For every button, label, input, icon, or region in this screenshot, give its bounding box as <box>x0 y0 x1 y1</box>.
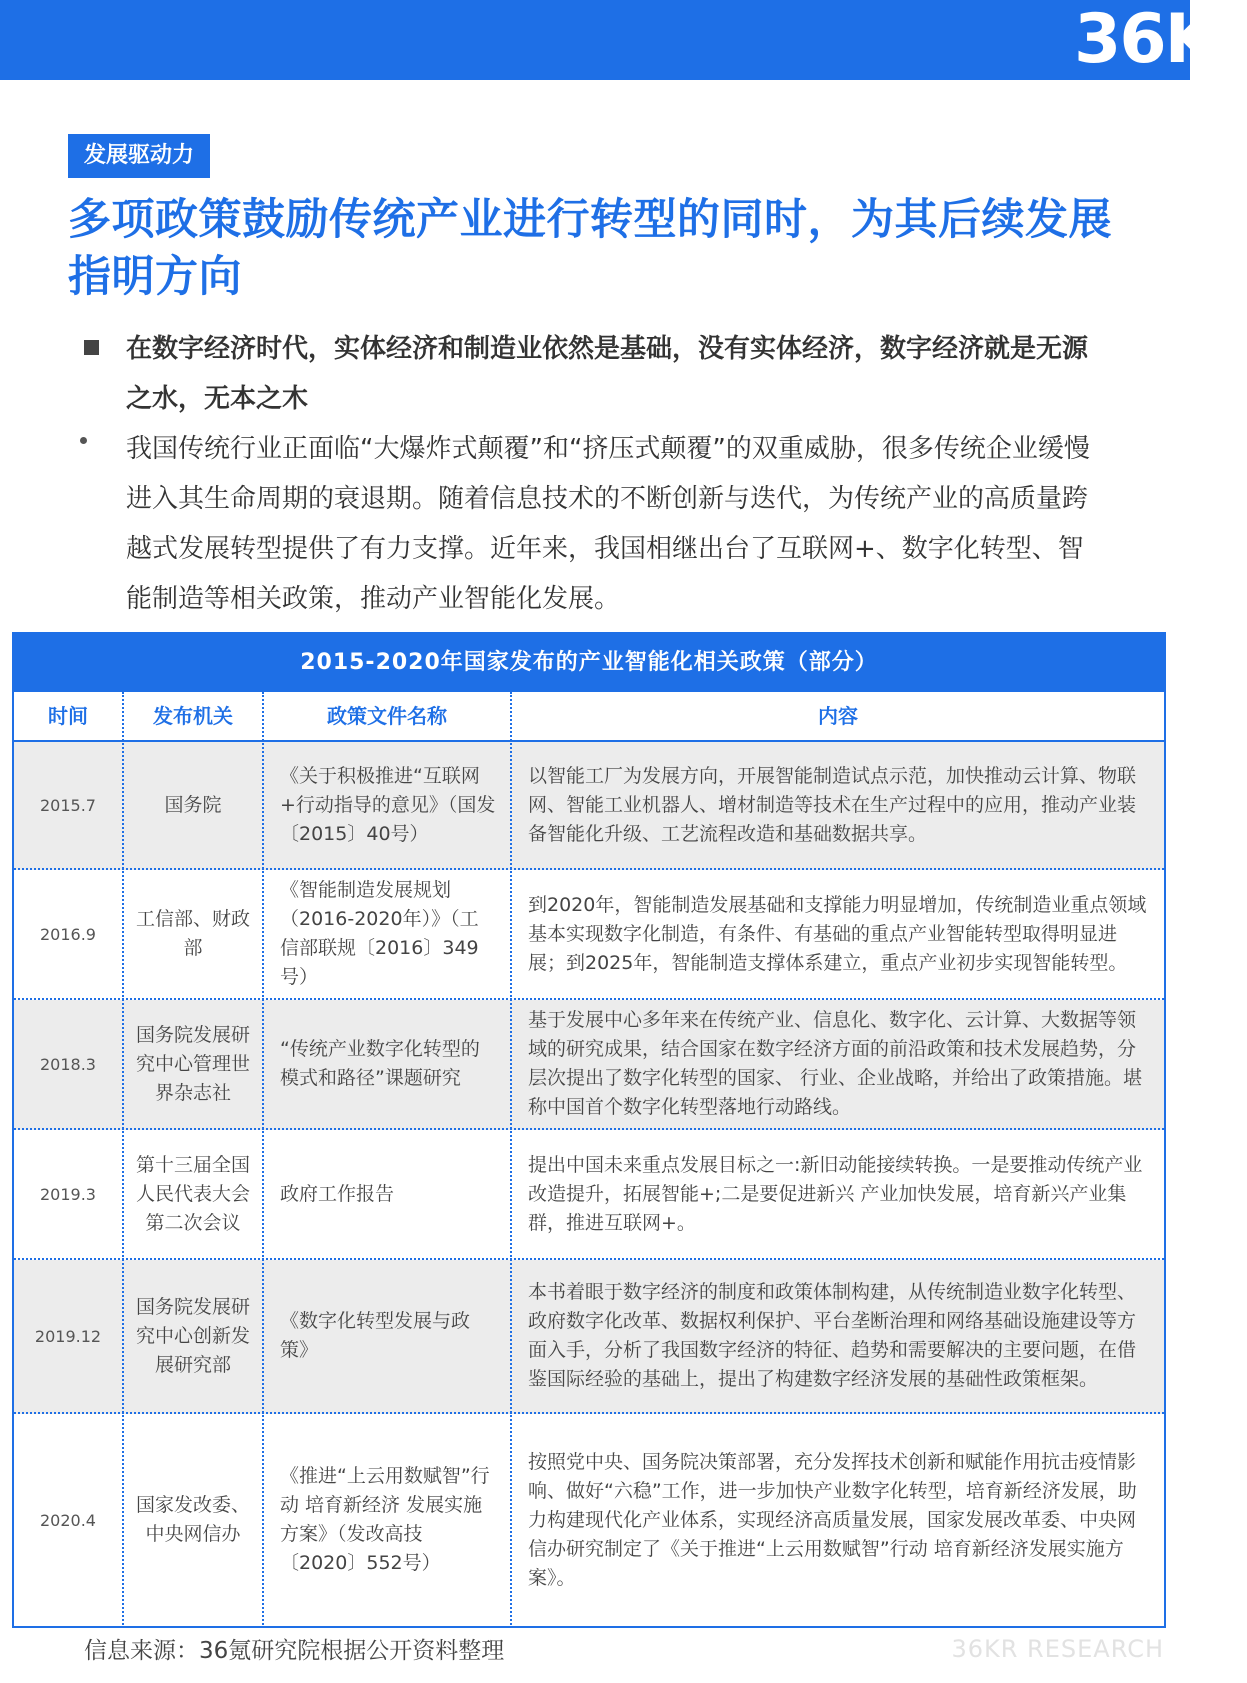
cell-doc: 政府工作报告 <box>280 1182 395 1205</box>
table-row <box>14 1260 1164 1414</box>
section-tag: 发展驱动力 <box>68 134 210 178</box>
table-title: 2015-2020年国家发布的产业智能化相关政策（部分） <box>14 634 1164 692</box>
cell-doc: 《数字化转型发展与政策》 <box>280 1310 471 1361</box>
column-divider <box>262 692 264 1628</box>
column-divider <box>510 692 512 1628</box>
cell-org: 国家发改委、中央网信办 <box>135 1494 250 1545</box>
cell-content: 提出中国未来重点发展目标之一:新旧动能接续转换。一是要推动传统产业改造提升，拓展智能+;二是要促进新兴 产业加快发展，培育新兴产业集群，推进互联网+。 <box>528 1153 1143 1234</box>
header-content: 内容 <box>818 704 858 728</box>
square-bullet-icon <box>84 340 99 355</box>
table-row <box>14 870 1164 1000</box>
header-org: 发布机关 <box>153 704 233 728</box>
cell-org: 第十三届全国人民代表大会第二次会议 <box>135 1153 250 1234</box>
table-row <box>14 1414 1164 1626</box>
cell-org: 国务院 <box>164 793 222 816</box>
body-paragraph: 我国传统行业正面临“大爆炸式颠覆”和“挤压式颠覆”的双重威胁，很多传统企业缓慢进入其生命周期的衰退期。随着信息技术的不断创新与迭代，为传统产业的高质量跨越式发展转型提供了有力支撑。近年来，我国相继出台了互联网+、数字化转型、智能制造等相关政策，推动产业智能化发展。 <box>126 434 1090 614</box>
cell-time: 2020.4 <box>40 1510 96 1530</box>
cell-doc: “传统产业数字化转型的模式和路径”课题研究 <box>280 1038 480 1089</box>
header-time: 时间 <box>48 704 88 728</box>
table-row <box>14 1130 1164 1260</box>
cell-content: 本书着眼于数字经济的制度和政策体制构建，从传统制造业数字化转型、政府数字化改革、数据权利保护、平台垄断治理和网络基础设施建设等方面入手，分析了我国数字经济的特征、趋势和需要解决的主要问题，在借鉴国际经验的基础上，提出了构建数字经济发展的基础性政策框架。 <box>528 1281 1137 1390</box>
brand-logo <box>1030 0 1247 80</box>
cell-time: 2018.3 <box>40 1054 96 1074</box>
watermark: 36KR RESEARCH <box>951 1635 1164 1663</box>
lead-statement: 在数字经济时代，实体经济和制造业依然是基础，没有实体经济，数字经济就是无源之水，无本之木 <box>126 334 1089 414</box>
cell-time: 2019.3 <box>40 1184 96 1204</box>
policy-table <box>12 632 1166 1628</box>
cell-doc: 《关于积极推进“互联网+行动指导的意见》（国发〔2015〕40号） <box>280 764 496 845</box>
dot-bullet-icon <box>80 437 87 444</box>
page-title: 多项政策鼓励传统产业进行转型的同时，为其后续发展指明方向 <box>68 195 1112 302</box>
source-note: 信息来源：36氪研究院根据公开资料整理 <box>84 1638 505 1664</box>
cell-time: 2016.9 <box>40 924 96 944</box>
cell-content: 以智能工厂为发展方向，开展智能制造试点示范，加快推动云计算、物联网、智能工业机器人、增材制造等技术在生产过程中的应用，推动产业装备智能化升级、工艺流程改造和基础数据共享。 <box>528 764 1137 845</box>
cell-time: 2015.7 <box>40 795 96 815</box>
cell-content: 到2020年，智能制造发展基础和支撑能力明显增加，传统制造业重点领域基本实现数字化制造，有条件、有基础的重点产业智能转型取得明显进展；到2025年，智能制造支撑体系建立，重点产业初步实现智能转型。 <box>528 893 1147 974</box>
top-banner <box>0 0 1247 80</box>
cell-content: 按照党中央、国务院决策部署，充分发挥技术创新和赋能作用抗击疫情影响、做好“六稳”工作，进一步加快产业数字化转型，培育新经济发展，助力构建现代化产业体系，实现经济高质量发展，国家发展改革委、中央网信办研究制定了《关于推进“上云用数赋智”行动 培育新经济发展实施方案》。 <box>528 1450 1137 1589</box>
table-header-row <box>14 692 1164 742</box>
column-divider <box>122 692 124 1628</box>
cell-doc: 《智能制造发展规划（2016-2020年）》（工信部联规〔2016〕349号） <box>280 879 479 988</box>
cell-org: 国务院发展研究中心创新发展研究部 <box>135 1295 250 1376</box>
cell-org: 国务院发展研究中心管理世界杂志社 <box>135 1023 250 1104</box>
table-row <box>14 742 1164 870</box>
table-row <box>14 1000 1164 1130</box>
cell-doc: 《推进“上云用数赋智”行动 培育新经济 发展实施方案》（发改高技〔2020〕552号） <box>280 1465 490 1574</box>
logo-text: 36Kr <box>1074 0 1247 79</box>
header-doc: 政策文件名称 <box>327 704 447 728</box>
cell-org: 工信部、财政部 <box>135 908 250 959</box>
cell-content: 基于发展中心多年来在传统产业、信息化、数字化、云计算、大数据等领域的研究成果，结合国家在数字经济方面的前沿政策和技术发展趋势，分层次提出了数字化转型的国家、 行业、企业战略，并给出了政策措施。堪称中国首个数字化转型落地行动路线。 <box>528 1009 1143 1118</box>
cell-time: 2019.12 <box>34 1326 102 1346</box>
